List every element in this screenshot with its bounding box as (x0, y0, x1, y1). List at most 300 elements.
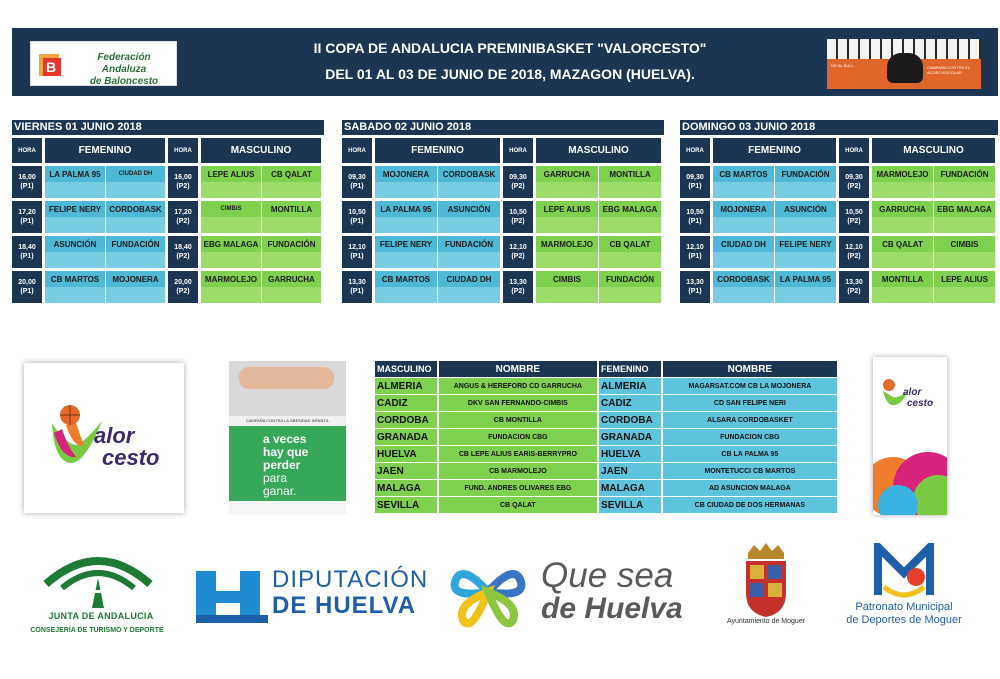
score-away (438, 252, 500, 268)
score-home (45, 217, 105, 233)
obesity-slogan (263, 433, 343, 498)
team-home: LEPE ALIUS (201, 166, 261, 182)
court-value: (P1) (350, 288, 364, 295)
court-value: (P1) (350, 253, 364, 260)
club-row (375, 412, 837, 428)
score-home (536, 252, 598, 268)
court-value: (P1) (20, 183, 34, 190)
hora-header: HORA (342, 138, 372, 163)
court-value: (P2) (511, 218, 525, 225)
femenino-header: FEMENINO (713, 138, 836, 163)
province-masc: CADIZ (375, 395, 437, 411)
score-away (106, 182, 165, 198)
day-title: SABADO 02 JUNIO 2018 (342, 120, 664, 135)
match-time (839, 166, 869, 198)
masculino-match (536, 271, 661, 303)
time-value: 10,50 (348, 209, 366, 216)
score-away (599, 217, 661, 233)
team-home: MOJONERA (713, 201, 774, 217)
team-away: LEPE ALIUS (934, 271, 995, 287)
score-away (775, 287, 836, 303)
club-name-masc: CB MARMOLEJO (439, 463, 597, 479)
time-value: 20,00 (174, 279, 192, 286)
hora-header: HORA (168, 138, 198, 163)
score-home (201, 287, 261, 303)
slogan-line2: hay que (263, 445, 309, 459)
score-home (536, 287, 598, 303)
time-value: 12,10 (348, 244, 366, 251)
match-row (680, 166, 998, 198)
femenino-match (713, 166, 836, 198)
masculino-header: MASCULINO (872, 138, 995, 163)
femenino-match (375, 236, 500, 268)
time-value: 13,30 (845, 279, 863, 286)
team-home: GARRUCHA (536, 166, 598, 182)
score-away (934, 182, 995, 198)
match-time (12, 201, 42, 233)
time-value: 10,50 (509, 209, 527, 216)
court-value: (P2) (511, 288, 525, 295)
poster-bear-icon (887, 53, 923, 83)
score-home (713, 287, 774, 303)
score-home (872, 252, 933, 268)
score-away (106, 287, 165, 303)
obesity-poster-footer (229, 501, 346, 514)
diputacion-line2: DE HUELVA (272, 592, 417, 619)
court-value: (P2) (176, 288, 190, 295)
match-time (342, 236, 372, 268)
clubs-header-row (375, 361, 837, 377)
team-away: FUNDACIÓN (438, 236, 500, 252)
time-value: 18,40 (174, 244, 192, 251)
fab-logo-text (75, 52, 173, 88)
score-away (934, 287, 995, 303)
obesity-poster (229, 361, 346, 514)
court-value: (P2) (176, 218, 190, 225)
patronato-line1: Patronato Municipal (855, 601, 953, 613)
team-home: MOJONERA (375, 166, 437, 182)
court-value: (P1) (20, 288, 34, 295)
diputacion-line1: DIPUTACIÓN (272, 566, 429, 593)
court-value: (P2) (847, 183, 861, 190)
score-away (934, 217, 995, 233)
qsh-line1: Que sea (541, 556, 674, 595)
team-home: CIMBIS (201, 201, 261, 217)
court-value: (P1) (688, 288, 702, 295)
team-away: FUNDACIÓN (775, 166, 836, 182)
province-masc: CORDOBA (375, 412, 437, 428)
femenino-match (45, 201, 165, 233)
score-home (713, 182, 774, 198)
club-name-fem: AD ASUNCION MALAGA (663, 480, 837, 496)
fab-logo (30, 41, 177, 86)
team-away: MONTILLA (599, 166, 661, 182)
court-value: (P2) (176, 183, 190, 190)
club-name-masc: CB QALAT (439, 497, 597, 513)
club-name-fem: FUNDACION CBG (663, 429, 837, 445)
team-away: MOJONERA (106, 271, 165, 287)
moguer-text: Ayuntamiento de Moguer (726, 618, 806, 625)
match-rows (12, 163, 324, 303)
match-time (839, 271, 869, 303)
match-time (503, 166, 533, 198)
score-home (201, 252, 261, 268)
team-away: MONTILLA (262, 201, 321, 217)
team-away: CORDOBASK (106, 201, 165, 217)
match-time (342, 166, 372, 198)
femenino-col-header: FEMENINO (599, 361, 661, 377)
court-value: (P2) (847, 253, 861, 260)
masculino-match (536, 201, 661, 233)
court-value: (P2) (511, 183, 525, 190)
nombre-col-header: NOMBRE (439, 361, 597, 377)
team-away: ASUNCIÓN (775, 201, 836, 217)
score-home (536, 217, 598, 233)
province-fem: MALAGA (599, 480, 661, 496)
team-away: CB QALAT (262, 166, 321, 182)
match-rows (342, 163, 664, 303)
masculino-match (201, 271, 321, 303)
team-home: CORDOBASK (713, 271, 774, 287)
match-time (680, 236, 710, 268)
club-name-fem: ALSARA CORDOBASKET (663, 412, 837, 428)
valorcesto-poster (873, 357, 947, 515)
slogan-line5: ganar. (263, 484, 297, 498)
time-value: 09,30 (348, 174, 366, 181)
score-home (45, 252, 105, 268)
time-value: 10,50 (845, 209, 863, 216)
team-home: LEPE ALIUS (536, 201, 598, 217)
time-value: 12,10 (845, 244, 863, 251)
valorcesto-poster-logo (873, 357, 947, 427)
masculino-match (201, 236, 321, 268)
club-name-masc: FUND. ANDRES OLIVARES EBG (439, 480, 597, 496)
score-home (713, 252, 774, 268)
junta-name: JUNTA DE ANDALUCIA (48, 611, 154, 621)
score-away (775, 182, 836, 198)
match-time (342, 271, 372, 303)
province-fem: JAEN (599, 463, 661, 479)
hora-header: HORA (680, 138, 710, 163)
masculino-match (872, 166, 995, 198)
score-home (872, 217, 933, 233)
slogan-line4: para (263, 471, 288, 485)
province-fem: ALMERIA (599, 378, 661, 394)
slogan-line1: a veces (263, 432, 307, 446)
match-time (12, 271, 42, 303)
patronato-line2: de Deportes de Moguer (846, 614, 962, 626)
club-name-masc: DKV SAN FERNANDO-CIMBIS (439, 395, 597, 411)
team-away: FUNDACIÓN (106, 236, 165, 252)
match-row (12, 166, 324, 198)
province-masc: JAEN (375, 463, 437, 479)
valorcesto-logo-graphic (24, 363, 184, 513)
province-fem: CORDOBA (599, 412, 661, 428)
team-home: CIUDAD DH (713, 236, 774, 252)
club-row (375, 395, 837, 411)
match-time (503, 271, 533, 303)
province-masc: MALAGA (375, 480, 437, 496)
team-home: ASUNCIÓN (45, 236, 105, 252)
match-row (342, 271, 664, 303)
team-home: MARMOLEJO (872, 166, 933, 182)
day-title: VIERNES 01 JUNIO 2018 (12, 120, 324, 135)
time-value: 10,50 (686, 209, 704, 216)
court-value: (P1) (350, 183, 364, 190)
time-value: 09,30 (509, 174, 527, 181)
court-value: (P1) (688, 218, 702, 225)
obesity-campaign-label: CAMPAÑA CONTRA LA OBESIDAD INFANTIL (229, 416, 346, 426)
femenino-match (375, 271, 500, 303)
score-home (375, 182, 437, 198)
femenino-match (45, 271, 165, 303)
match-row (342, 201, 664, 233)
match-time (12, 236, 42, 268)
valorcesto-logo-line1: alor (94, 423, 135, 448)
score-away (262, 217, 321, 233)
club-name-fem: CB CIUDAD DE DOS HERMANAS (663, 497, 837, 513)
court-value: (P2) (847, 288, 861, 295)
score-away (262, 252, 321, 268)
time-value: 13,30 (509, 279, 527, 286)
team-home: FELIPE NERY (45, 201, 105, 217)
club-name-masc: FUNDACION CBG (439, 429, 597, 445)
match-time (12, 166, 42, 198)
match-row (680, 271, 998, 303)
bullying-poster (827, 39, 981, 89)
time-value: 17,20 (18, 209, 36, 216)
patronato-moguer-icon (874, 543, 934, 599)
masculino-match (872, 236, 995, 268)
club-name-masc: CB LEPE ALIUS EARIS-BERRYPRO (439, 446, 597, 462)
day-title: DOMINGO 03 JUNIO 2018 (680, 120, 998, 135)
score-home (201, 217, 261, 233)
day-schedule (680, 120, 998, 303)
match-time (680, 166, 710, 198)
valorcesto-logo-line2: cesto (102, 445, 160, 470)
match-row (12, 271, 324, 303)
score-away (599, 182, 661, 198)
score-home (201, 182, 261, 198)
match-time (680, 271, 710, 303)
score-home (45, 182, 105, 198)
province-masc: ALMERIA (375, 378, 437, 394)
poster-text-right: CAMPAÑA CONTRA EL ACOSO ESCOLAR (927, 65, 970, 75)
junta-subtitle: CONSEJERÍA DE TURISMO Y DEPORTE (30, 627, 164, 634)
femenino-header: FEMENINO (375, 138, 500, 163)
club-name-masc: ANGUS & HEREFORD CD GARRUCHA (439, 378, 597, 394)
time-value: 09,30 (686, 174, 704, 181)
femenino-match (713, 271, 836, 303)
team-away: EBG MALAGA (934, 201, 995, 217)
match-rows (680, 163, 998, 303)
court-value: (P2) (176, 253, 190, 260)
province-fem: HUELVA (599, 446, 661, 462)
time-value: 13,30 (348, 279, 366, 286)
team-away: LA PALMA 95 (775, 271, 836, 287)
moguer-coat-of-arms-icon (742, 543, 790, 617)
time-value: 13,30 (686, 279, 704, 286)
masculino-match (872, 271, 995, 303)
feet-image (239, 367, 334, 389)
team-away: GARRUCHA (262, 271, 321, 287)
time-value: 16,00 (18, 174, 36, 181)
team-away: CORDOBASK (438, 166, 500, 182)
masculino-col-header: MASCULINO (375, 361, 437, 377)
masculino-header: MASCULINO (201, 138, 321, 163)
score-away (599, 252, 661, 268)
femenino-match (45, 166, 165, 198)
team-home: MARMOLEJO (201, 271, 261, 287)
match-row (342, 236, 664, 268)
score-home (872, 182, 933, 198)
title-line1: II COPA DE ANDALUCIA PREMINIBASKET "VALORCESTO" (313, 40, 707, 56)
score-away (438, 287, 500, 303)
page-title (230, 35, 790, 87)
title-line2: DEL 01 AL 03 DE JUNIO DE 2018, MAZAGON (HUELVA). (325, 66, 695, 82)
match-time (839, 236, 869, 268)
time-value: 12,10 (686, 244, 704, 251)
match-time (503, 201, 533, 233)
team-home: MONTILLA (872, 271, 933, 287)
score-away (262, 287, 321, 303)
score-away (262, 182, 321, 198)
score-away (775, 217, 836, 233)
club-row (375, 463, 837, 479)
team-home: MARMOLEJO (536, 236, 598, 252)
day-column-header (342, 138, 664, 163)
masculino-header: MASCULINO (536, 138, 661, 163)
svg-text:B: B (46, 59, 57, 75)
score-home (375, 287, 437, 303)
time-value: 12,10 (509, 244, 527, 251)
femenino-match (375, 201, 500, 233)
time-value: 20,00 (18, 279, 36, 286)
slogan-line3: perder (263, 458, 301, 472)
team-away: CIUDAD DH (106, 166, 165, 182)
club-row (375, 480, 837, 496)
day-column-header (12, 138, 324, 163)
day-column-header (680, 138, 998, 163)
province-fem: GRANADA (599, 429, 661, 445)
femenino-match (375, 166, 500, 198)
province-fem: CADIZ (599, 395, 661, 411)
club-name-masc: CB MONTILLA (439, 412, 597, 428)
team-away: FUNDACIÓN (934, 166, 995, 182)
team-home: CB MARTOS (375, 271, 437, 287)
score-home (375, 252, 437, 268)
team-home: LA PALMA 95 (375, 201, 437, 217)
score-away (934, 252, 995, 268)
masculino-match (536, 166, 661, 198)
club-row (375, 497, 837, 513)
score-away (599, 287, 661, 303)
score-away (438, 217, 500, 233)
team-home: CB QALAT (872, 236, 933, 252)
match-time (168, 166, 198, 198)
score-away (106, 252, 165, 268)
day-schedule (342, 120, 664, 303)
match-time (503, 236, 533, 268)
team-away: ASUNCIÓN (438, 201, 500, 217)
que-sea-de-huelva-icon (441, 552, 535, 634)
match-time (168, 271, 198, 303)
fab-logo-icon (37, 50, 65, 78)
club-name-fem: MAGARSAT.COM CB LA MOJONERA (663, 378, 837, 394)
club-row (375, 446, 837, 462)
score-away (106, 217, 165, 233)
team-away: FUNDACIÓN (599, 271, 661, 287)
team-away: FUNDACIÓN (262, 236, 321, 252)
masculino-match (872, 201, 995, 233)
club-row (375, 378, 837, 394)
team-away: CIUDAD DH (438, 271, 500, 287)
score-away (775, 252, 836, 268)
match-row (12, 201, 324, 233)
team-away: CIMBIS (934, 236, 995, 252)
province-masc: GRANADA (375, 429, 437, 445)
club-name-fem: MONTETUCCI CB MARTOS (663, 463, 837, 479)
club-name-fem: CB LA PALMA 95 (663, 446, 837, 462)
court-value: (P1) (688, 253, 702, 260)
masculino-match (536, 236, 661, 268)
clubs-table (375, 361, 837, 514)
time-value: 16,00 (174, 174, 192, 181)
court-value: (P1) (20, 218, 34, 225)
province-fem: SEVILLA (599, 497, 661, 513)
qsh-line2: de Huelva (541, 592, 683, 625)
team-home: LA PALMA 95 (45, 166, 105, 182)
match-row (12, 236, 324, 268)
match-time (168, 201, 198, 233)
match-row (680, 236, 998, 268)
team-home: EBG MALAGA (201, 236, 261, 252)
score-away (438, 182, 500, 198)
femenino-header: FEMENINO (45, 138, 165, 163)
match-time (342, 201, 372, 233)
match-row (680, 201, 998, 233)
hora-header: HORA (12, 138, 42, 163)
score-home (45, 287, 105, 303)
match-time (839, 201, 869, 233)
club-name-fem: CD SAN FELIPE NERI (663, 395, 837, 411)
femenino-match (713, 201, 836, 233)
hora-header: HORA (503, 138, 533, 163)
score-home (375, 217, 437, 233)
time-value: 17,20 (174, 209, 192, 216)
day-schedule (12, 120, 324, 303)
match-time (680, 201, 710, 233)
fab-logo-line1: Federación Andaluza (97, 52, 151, 75)
court-value: (P1) (350, 218, 364, 225)
time-value: 09,30 (845, 174, 863, 181)
femenino-match (713, 236, 836, 268)
poster-logo-line1: alor (903, 387, 922, 398)
poster-text-left: NO AL BULL (831, 63, 854, 68)
hora-header: HORA (839, 138, 869, 163)
court-value: (P2) (847, 218, 861, 225)
junta-andalucia-logo (40, 548, 156, 610)
valorcesto-logo (24, 363, 184, 513)
province-masc: HUELVA (375, 446, 437, 462)
team-away: EBG MALAGA (599, 201, 661, 217)
team-away: FELIPE NERY (775, 236, 836, 252)
team-home: CB MARTOS (45, 271, 105, 287)
province-masc: SEVILLA (375, 497, 437, 513)
time-value: 18,40 (18, 244, 36, 251)
nombre-col-header: NOMBRE (663, 361, 837, 377)
court-value: (P1) (20, 253, 34, 260)
